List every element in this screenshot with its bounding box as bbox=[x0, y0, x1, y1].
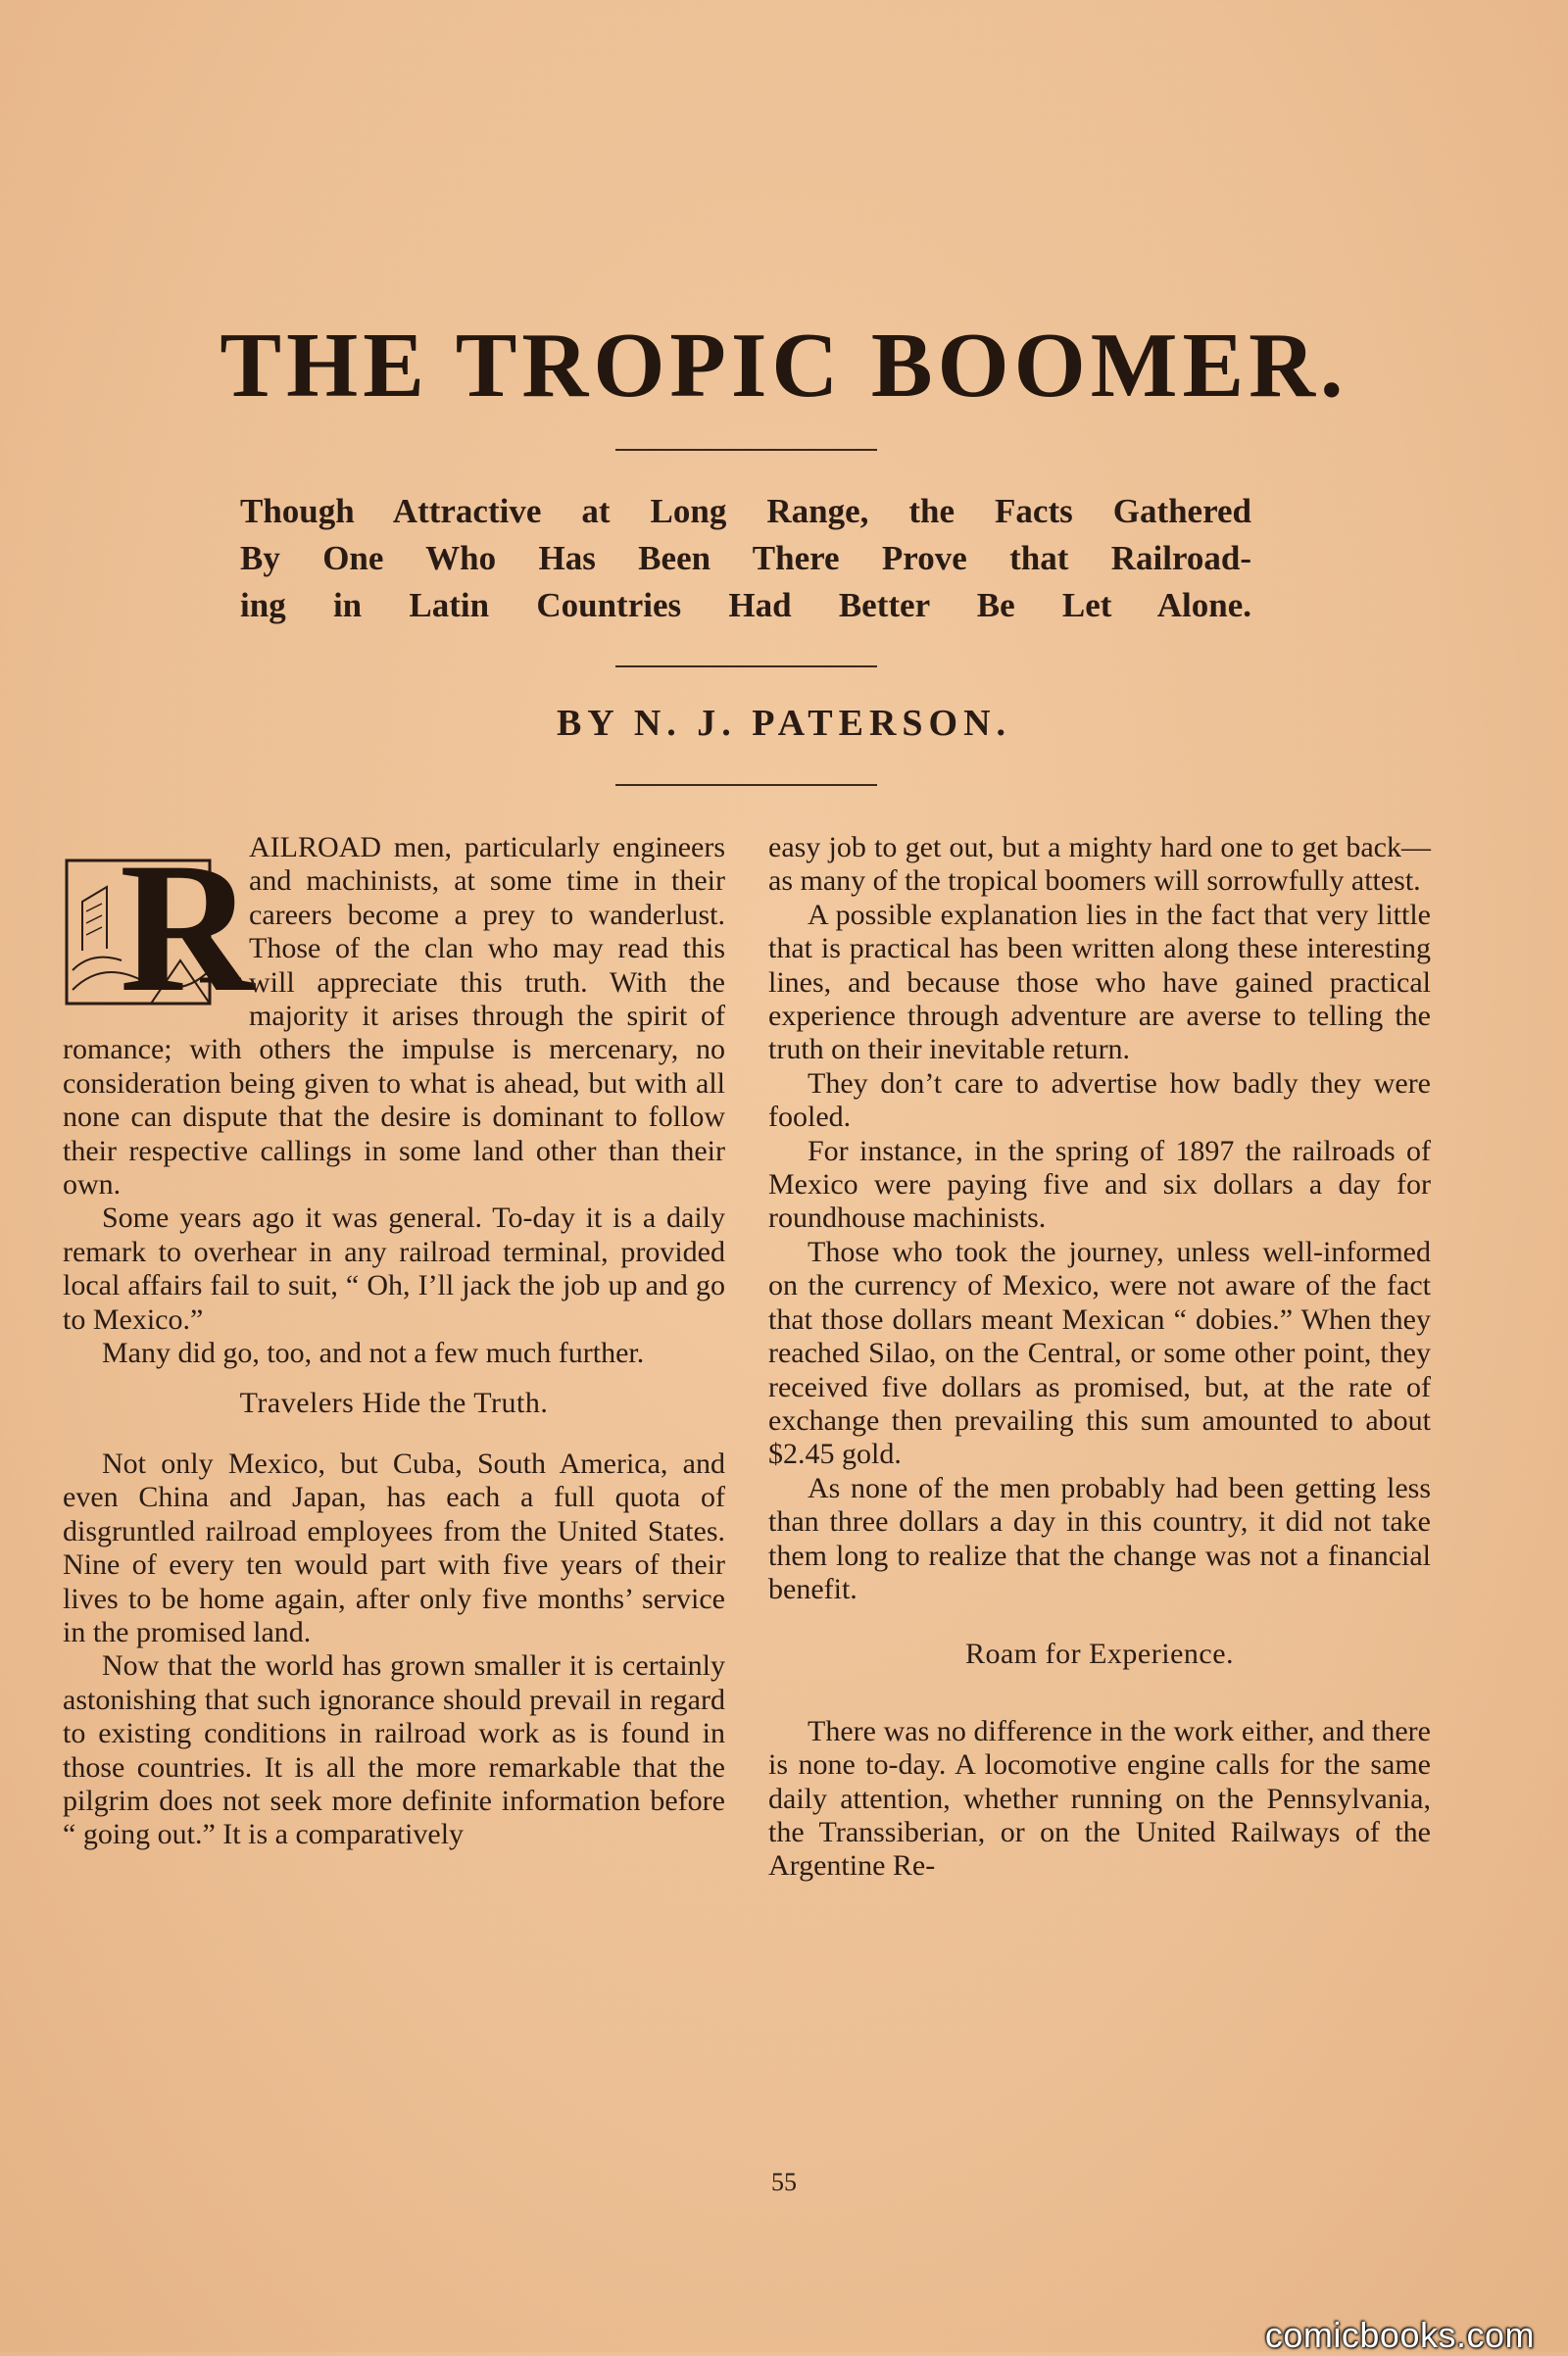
paragraph: Some years ago it was general. To-day it is a daily remark to overhear in any railroad terminal, provided local affairs fail to suit, “ Oh, I’ll jack the job up and go to Mexico.” bbox=[63, 1202, 725, 1336]
paragraph: For instance, in the spring of 1897 the railroads of Mexico were paying five and six dollars a day for roundhouse machinists. bbox=[768, 1134, 1431, 1235]
paragraph: Not only Mexico, but Cuba, South America, and even China and Japan, has each a full quota of disgruntled railroad employees from the United States. Nine of every ten would part with five years of their lives to be home again, after only five months’ service in the promised land. bbox=[63, 1447, 725, 1648]
byline: BY N. J. PATERSON. bbox=[556, 703, 1012, 744]
paragraph: Many did go, too, and not a few much further. bbox=[102, 1337, 645, 1370]
right-column bbox=[768, 831, 1431, 1884]
section-heading: Roam for Experience. bbox=[964, 1638, 1235, 1671]
subtitle-divider bbox=[615, 665, 877, 667]
paragraph: They don’t care to advertise how badly they were fooled. bbox=[768, 1066, 1431, 1134]
paragraph: There was no difference in the work either, and there is none to-day. A locomotive engine calls for the same daily attention, whether running on the Pennsylvania, the Transsiberian, or on the United Railways of the Argentine Re- bbox=[768, 1714, 1431, 1883]
byline-divider bbox=[615, 784, 877, 786]
paragraph: Those who took the journey, unless well-informed on the currency of Mexico, were not aware of the fact that those dollars meant Mexican “ dobies.” When they reached Silao, on the Central, or some other point, they received five dollars as promised, but, at the rate of exchange then prevailing this sum amounted to about $2.45 gold. bbox=[768, 1235, 1431, 1471]
paragraph: A possible explanation lies in the fact that very little that is practical has been written along these interesting lines, and because those who have gained practical experience through adventure are averse to telling the truth on their inevitable return. bbox=[768, 898, 1431, 1066]
site-watermark[interactable]: comicbooks.com bbox=[1264, 2315, 1535, 2355]
paragraph: easy job to get out, but a mighty hard one to get back—as many of the tropical boomers will sorrowfully attest. bbox=[768, 831, 1431, 898]
paragraph: As none of the men probably had been getting less than three dollars a day in this country, it did not take them long to realize that the change was not a financial benefit. bbox=[768, 1471, 1431, 1605]
paragraph: Now that the world has grown smaller it is certainly astonishing that such ignorance should prevail in regard to existing conditions in railroad work as is found in those countries. It is all the more remarkable that the pilgrim does not seek more definite information before “ going out.” It is a comparatively bbox=[63, 1649, 725, 1851]
dropcap-letter: R bbox=[120, 825, 255, 1031]
paragraph: AILROAD men, particularly engineers and machinists, at some time in their careers become a prey to wanderlust. Those of the clan who may read this will appreciate this truth. With the majority it arises through the spirit of romance; with others the impulse is mercenary, no consideration being given to what is ahead, but with all none can dispute that the desire is dominant to follow their respective callings in some land other than their own. bbox=[63, 831, 725, 1202]
title-divider bbox=[615, 449, 877, 451]
subtitle-line: Though Attractive at Long Range, the Facts Gathered bbox=[240, 492, 1251, 530]
article-title: THE TROPIC BOOMER. bbox=[220, 315, 1348, 417]
article-subtitle bbox=[240, 488, 1251, 629]
subtitle-line: By One Who Has Been There Prove that Railroad- bbox=[240, 539, 1251, 577]
subtitle-line: ing in Latin Countries Had Better Be Let Alone. bbox=[240, 586, 1251, 624]
left-column bbox=[63, 825, 725, 1852]
page-number: 55 bbox=[771, 2168, 797, 2196]
decorative-initial-r-illustration-icon bbox=[63, 825, 255, 1031]
section-heading: Travelers Hide the Truth. bbox=[239, 1386, 549, 1419]
